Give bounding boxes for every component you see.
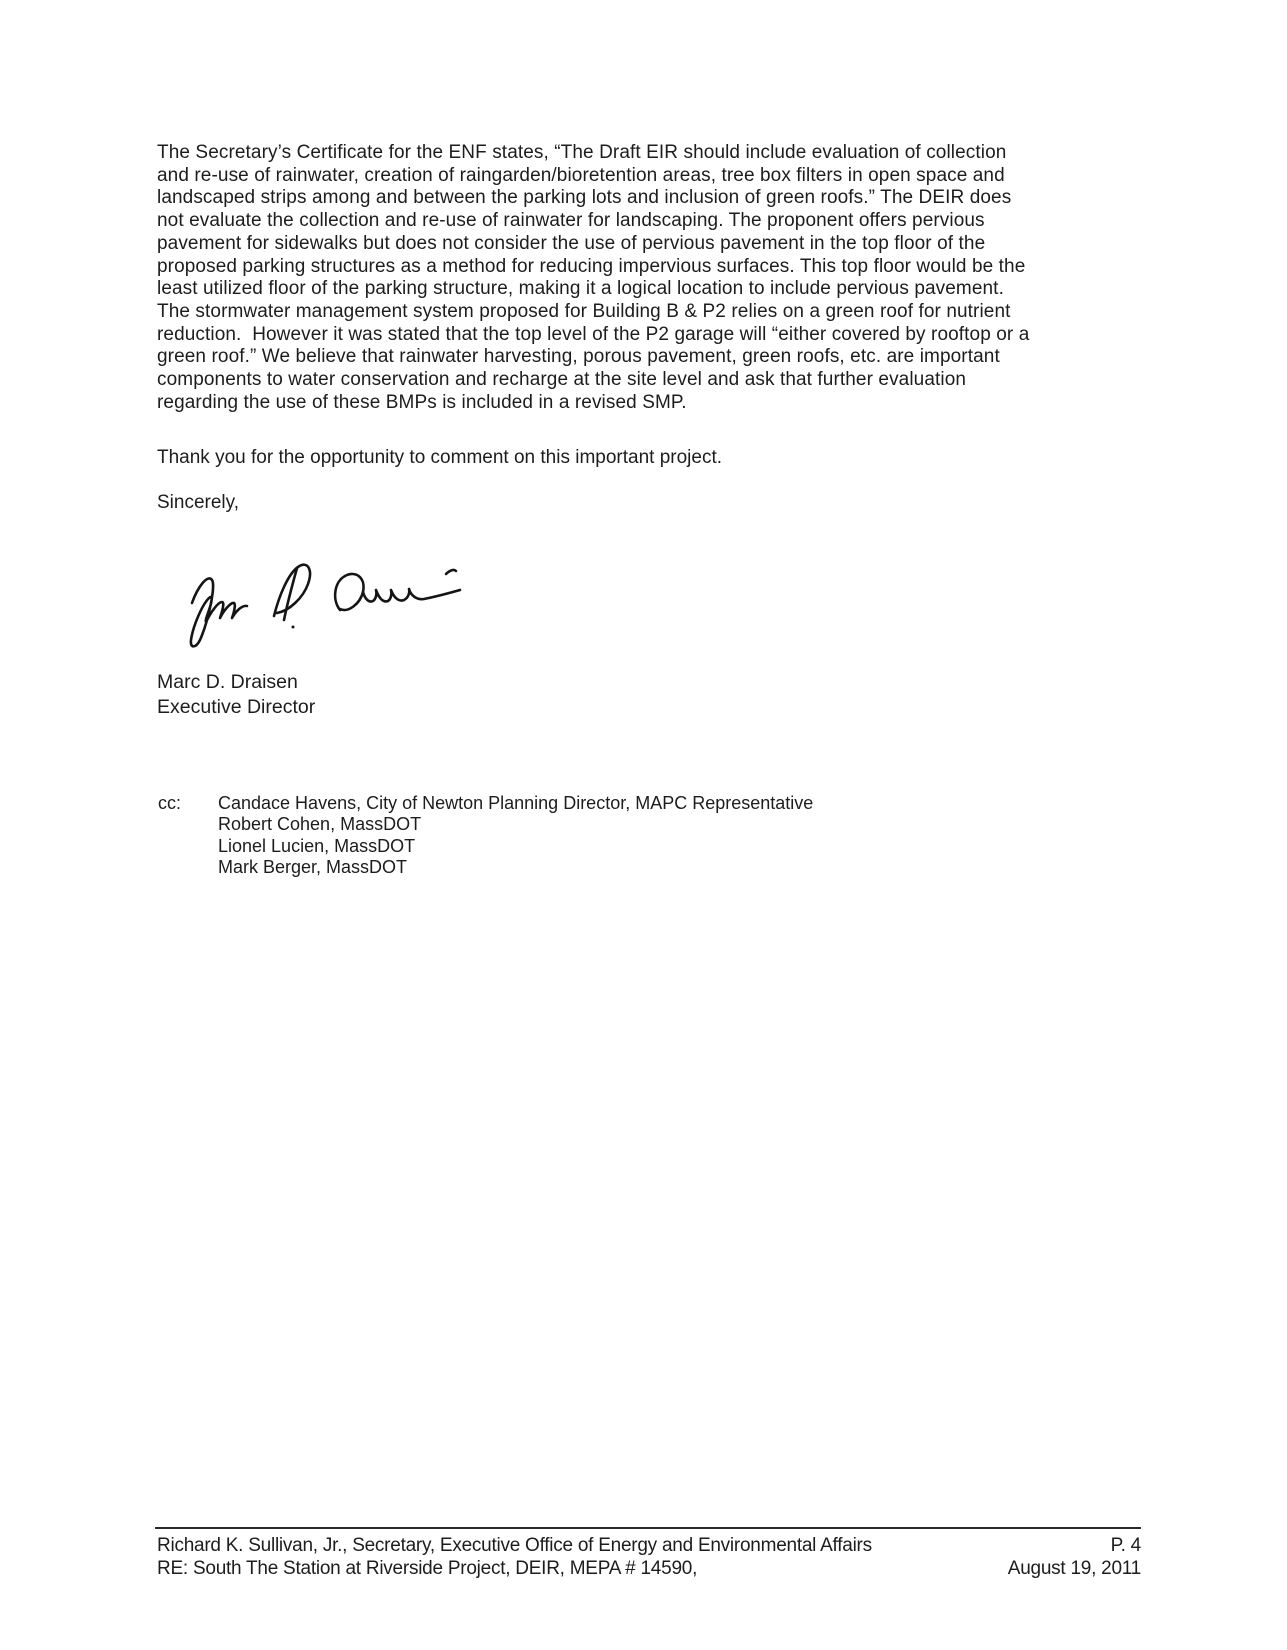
cc-entry: Robert Cohen, MassDOT (218, 814, 422, 835)
paragraph-line: reduction. However it was stated that the top level of the P2 garage will “either covered by rooftop or a (157, 323, 1030, 345)
cc-entry: Candace Havens, City of Newton Planning Director, MAPC Representative (218, 793, 814, 813)
salutation: Sincerely, (157, 492, 240, 513)
signer-title: Executive Director (157, 696, 316, 718)
paragraph-line: pavement for sidewalks but does not consider the use of pervious pavement in the top floor of the (157, 232, 986, 254)
paragraph-line: proposed parking structures as a method for reducing impervious surfaces. This top floor would be the (157, 255, 1026, 277)
paragraph-line: The Secretary’s Certificate for the ENF states, “The Draft EIR should include evaluation of collection (157, 142, 1007, 163)
footer-line-2 (157, 1557, 1141, 1580)
signature-stroke (446, 570, 456, 574)
paragraph-line: and re-use of rainwater, creation of raingarden/bioretention areas, tree box filters in open space and (157, 164, 1005, 186)
paragraph-line: regarding the use of these BMPs is included in a revised SMP. (157, 391, 687, 413)
signature-dot (292, 626, 295, 629)
paragraph-line: The stormwater management system proposed for Building B & P2 relies on a green roof for nutrient (157, 300, 1011, 322)
cc-entries (218, 793, 918, 878)
footer-date: August 19, 2011 (1007, 1558, 1141, 1579)
paragraph-line: components to water conservation and recharge at the site level and ask that further evaluation (157, 369, 967, 391)
paragraph-line: not evaluate the collection and re-use of rainwater for landscaping. The proponent offers pervious (157, 210, 985, 232)
cc-entry: Lionel Lucien, MassDOT (218, 835, 416, 856)
signature-stroke (363, 589, 460, 602)
cc-entry: Mark Berger, MassDOT (218, 856, 408, 877)
signer-name: Marc D. Draisen (157, 671, 298, 693)
signature-stroke (335, 574, 363, 610)
paragraph-line: least utilized floor of the parking structure, making it a logical location to include pervious pavement. (157, 278, 1004, 300)
cc-label: cc: (158, 793, 182, 813)
footer-divider (155, 1527, 1141, 1529)
footer-line-1 (157, 1534, 1141, 1557)
closing-line: Thank you for the opportunity to comment on this important project. (157, 447, 723, 468)
footer-author-line: Richard K. Sullivan, Jr., Secretary, Executive Office of Energy and Environmental Affairs (157, 1535, 872, 1556)
body-paragraph (157, 142, 1117, 414)
footer-re-line: RE: South The Station at Riverside Project, DEIR, MEPA # 14590, (157, 1558, 698, 1579)
page-footer (157, 1527, 1141, 1580)
paragraph-line: green roof.” We believe that rainwater harvesting, porous pavement, green roofs, etc. are important (157, 346, 1000, 368)
paragraph-line: landscaped strips among and between the parking lots and inclusion of green roofs.” The DEIR does (157, 187, 1012, 209)
footer-page-number: P. 4 (1110, 1535, 1141, 1556)
signature-handwriting (170, 548, 480, 653)
signature-stroke (191, 578, 247, 646)
